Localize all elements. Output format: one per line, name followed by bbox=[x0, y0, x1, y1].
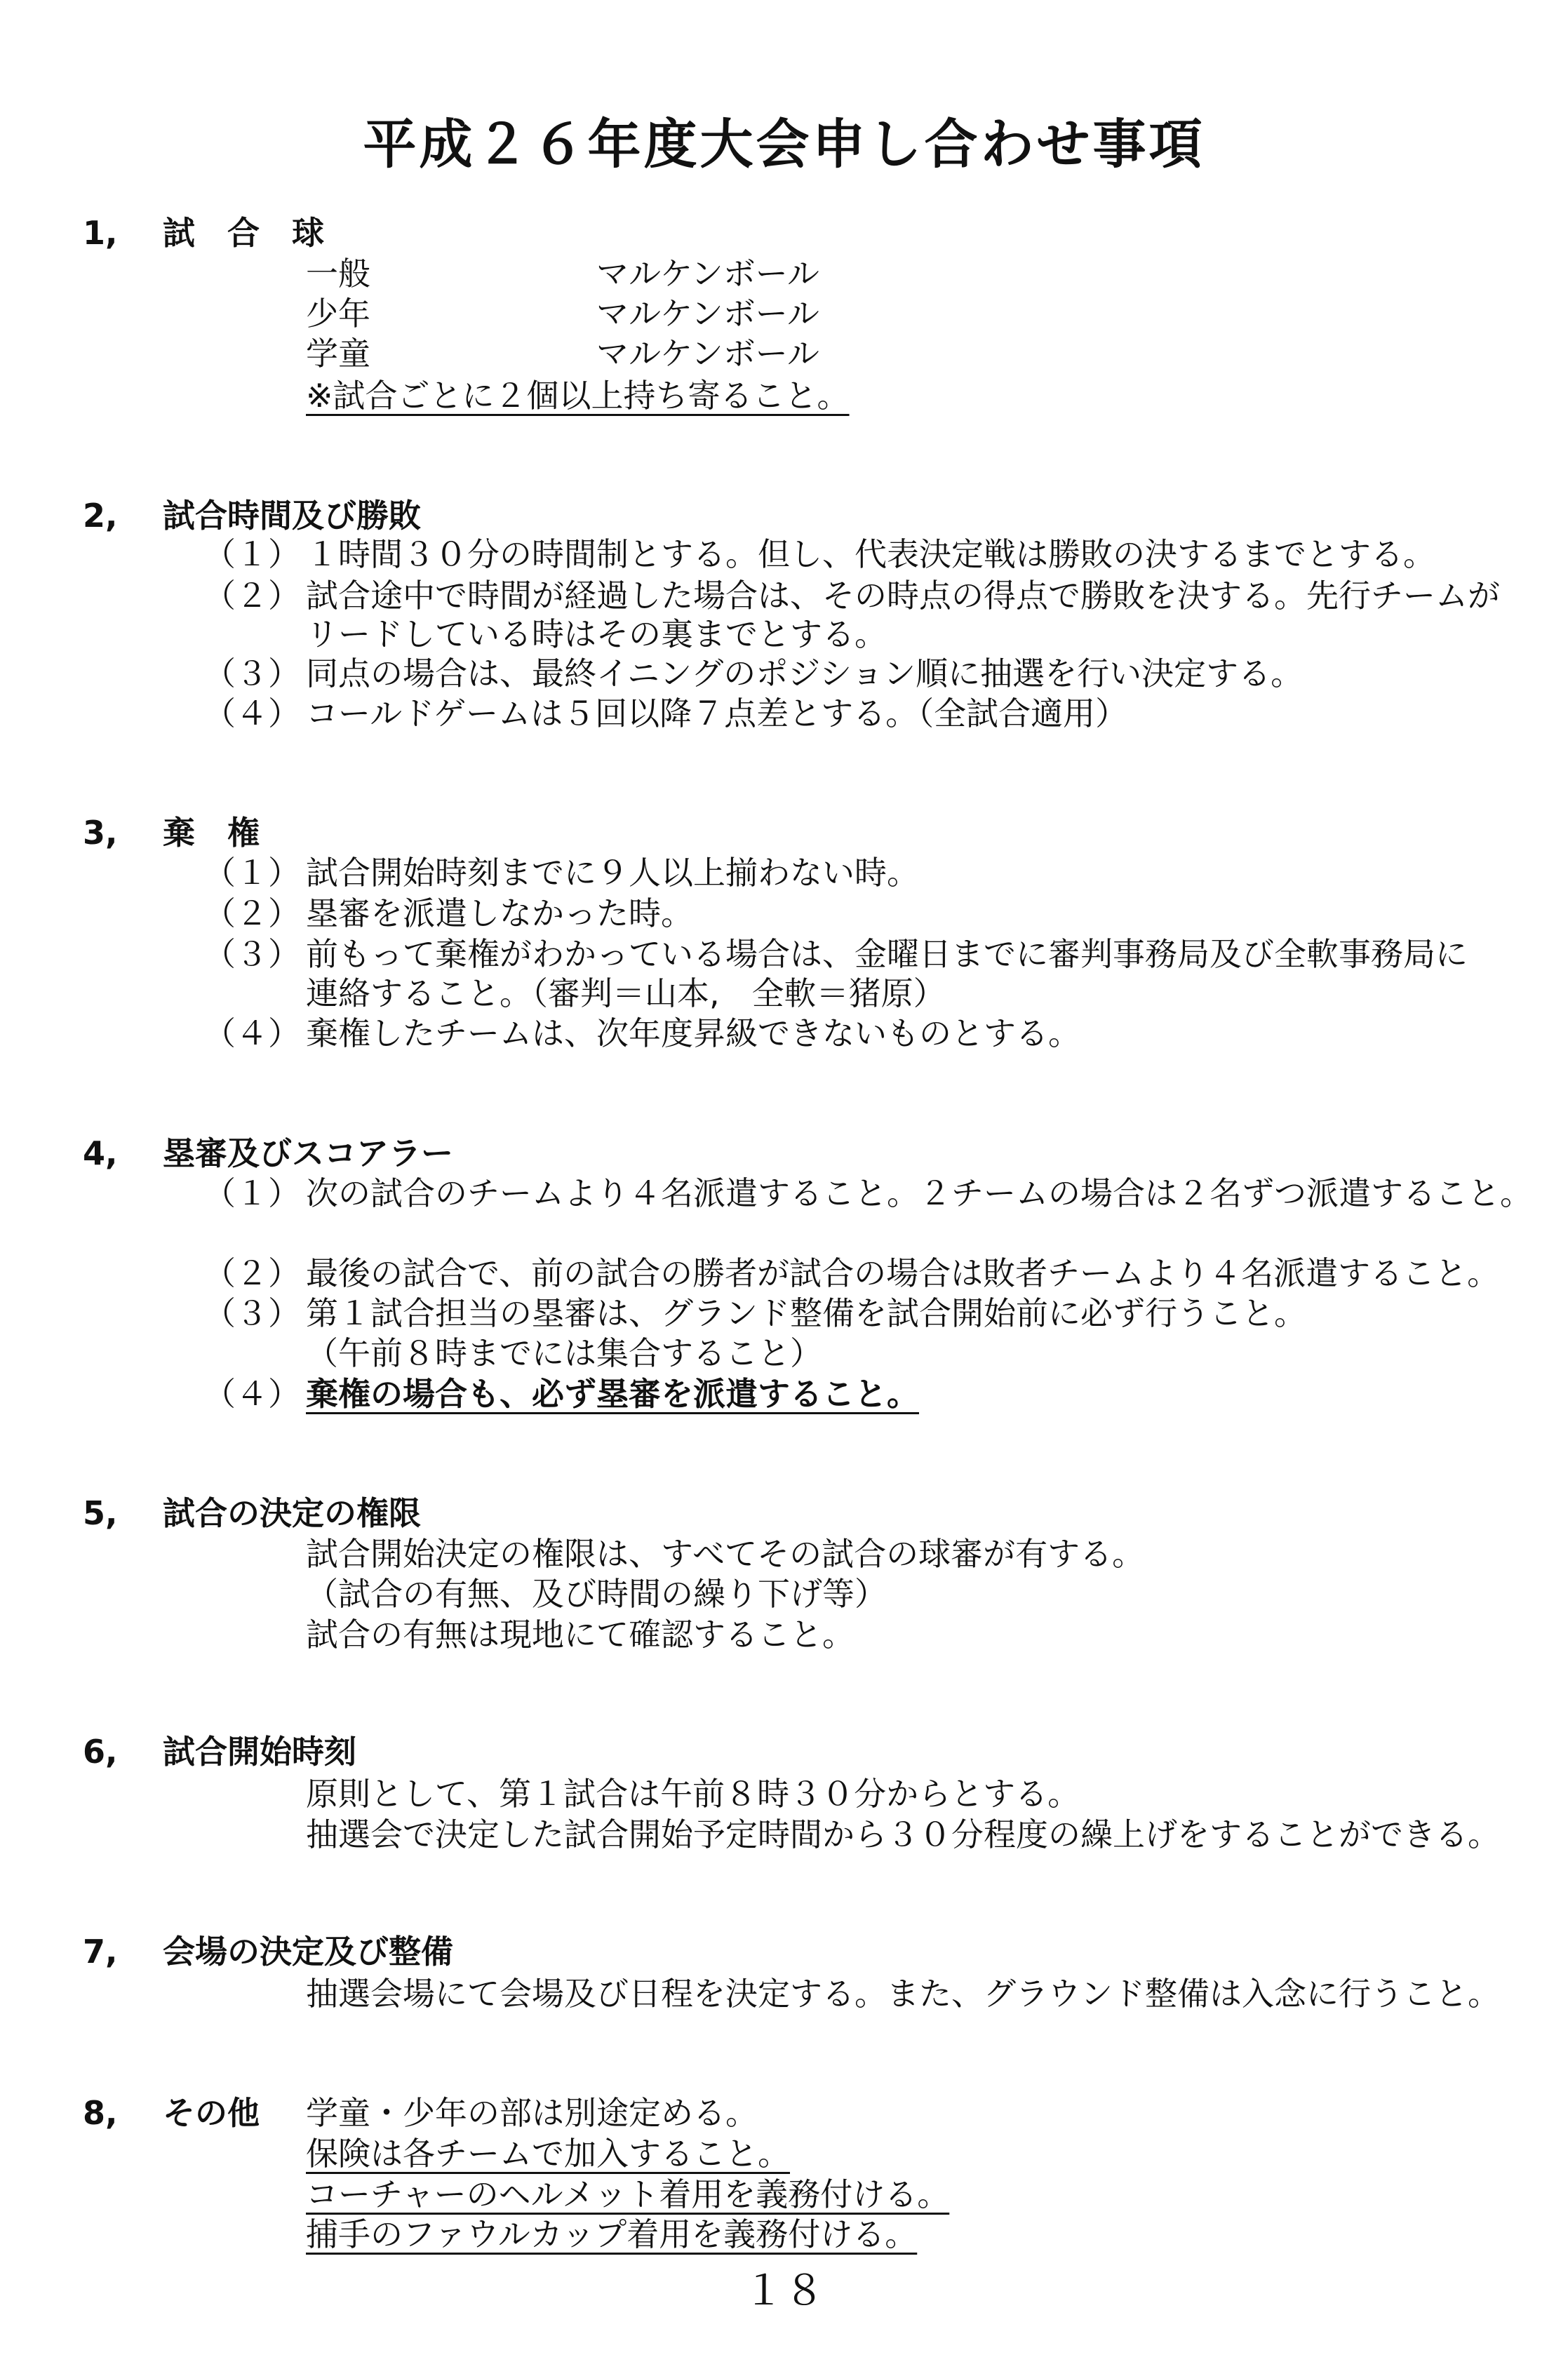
item-text: 第１試合担当の塁審は、グランド整備を試合開始前に必ず行うこと。 bbox=[306, 1294, 1306, 1332]
section-heading: 試合の決定の権限 bbox=[163, 1494, 421, 1532]
item-text: 試合開始時刻までに９人以上揃わない時。 bbox=[306, 854, 919, 892]
section-number: 3, bbox=[83, 814, 118, 852]
page-title: 平成２６年度大会申し合わせ事項 bbox=[363, 113, 1205, 175]
body-text: 試合の有無は現地にて確認すること。 bbox=[306, 1616, 855, 1653]
item-label: （２） bbox=[203, 894, 300, 932]
item-label: （３） bbox=[203, 655, 300, 692]
body-text: 学童・少年の部は別途定める。 bbox=[306, 2094, 758, 2132]
item-label: （２） bbox=[203, 1254, 300, 1292]
section-heading: 棄 権 bbox=[163, 814, 260, 852]
ball-category: 一般 bbox=[306, 255, 370, 293]
section-number: 7, bbox=[83, 1933, 118, 1971]
body-text: 試合開始決定の権限は、すべてその試合の球審が有する。 bbox=[306, 1535, 1145, 1573]
page-number: １８ bbox=[743, 2267, 825, 2314]
item-label: （１） bbox=[203, 535, 300, 573]
item-label: （１） bbox=[203, 854, 300, 892]
body-text: 捕手のファウルカップ着用を義務付ける。 bbox=[306, 2215, 918, 2253]
item-text: 棄権したチームは、次年度昇級できないものとする。 bbox=[306, 1014, 1080, 1052]
body-text: コーチャーのヘルメット着用を義務付ける。 bbox=[306, 2175, 950, 2213]
item-label: （４） bbox=[203, 1014, 300, 1052]
section-number: 2, bbox=[83, 497, 118, 535]
item-text: 試合途中で時間が経過した場合は、その時点の得点で勝敗を決する。先行チームが bbox=[306, 577, 1500, 615]
item-text: 棄権の場合も、必ず塁審を派遣すること。 bbox=[306, 1375, 919, 1413]
section-heading: 試合開始時刻 bbox=[163, 1733, 356, 1771]
item-text: （午前８時までには集合すること） bbox=[306, 1334, 822, 1372]
item-label: （３） bbox=[203, 935, 300, 973]
item-text: 塁審を派遣しなかった時。 bbox=[306, 894, 693, 932]
item-label: （４） bbox=[203, 1375, 300, 1413]
section-number: 5, bbox=[83, 1494, 118, 1532]
section-heading: 塁審及びスコアラー bbox=[163, 1134, 453, 1172]
section-heading: 試 合 球 bbox=[163, 214, 324, 252]
body-text: 原則として、第１試合は午前８時３０分からとする。 bbox=[306, 1775, 1080, 1813]
section-number: 4, bbox=[83, 1134, 118, 1172]
body-text: 抽選会場にて会場及び日程を決定する。また、グラウンド整備は入念に行うこと。 bbox=[306, 1975, 1500, 2013]
item-label: （３） bbox=[203, 1294, 300, 1332]
section-heading: 試合時間及び勝敗 bbox=[163, 497, 421, 535]
section-number: 1, bbox=[83, 214, 118, 252]
item-text: １時間３０分の時間制とする。但し、代表決定戦は勝敗の決するまでとする。 bbox=[306, 535, 1435, 573]
ball-category: 少年 bbox=[306, 295, 370, 333]
item-text: コールドゲームは５回以降７点差とする。（全試合適用） bbox=[306, 694, 1128, 732]
item-text: 連絡すること。（審判＝山本, 全軟＝猪原） bbox=[306, 974, 946, 1012]
item-label: （２） bbox=[203, 577, 300, 615]
ball-category: 学童 bbox=[306, 335, 370, 373]
item-text: 同点の場合は、最終イニングのポジション順に抽選を行い決定する。 bbox=[306, 655, 1304, 692]
body-text: 抽選会で決定した試合開始予定時間から３０分程度の繰上げをすることができる。 bbox=[306, 1816, 1500, 1853]
section-heading: 会場の決定及び整備 bbox=[163, 1933, 453, 1971]
body-text: 保険は各チームで加入すること。 bbox=[306, 2135, 790, 2173]
section-number: 6, bbox=[83, 1733, 118, 1771]
item-text: リードしている時はその裏までとする。 bbox=[306, 615, 887, 653]
item-text: 最後の試合で、前の試合の勝者が試合の場合は敗者チームより４名派遣すること。 bbox=[306, 1254, 1500, 1292]
section-number: 8, bbox=[83, 2094, 118, 2132]
section-heading: その他 bbox=[163, 2094, 260, 2132]
item-text: 前もって棄権がわかっている場合は、金曜日までに審判事務局及び全軟事務局に bbox=[306, 935, 1468, 973]
ball-note: ※試合ごとに２個以上持ち寄ること。 bbox=[306, 377, 850, 415]
item-text: 次の試合のチームより４名派遣すること。２チームの場合は２名ずつ派遣すること。 bbox=[306, 1174, 1532, 1212]
ball-brand: マルケンボール bbox=[596, 295, 819, 333]
body-text: （試合の有無、及び時間の繰り下げ等） bbox=[306, 1575, 887, 1613]
item-label: （４） bbox=[203, 694, 300, 732]
item-label: （１） bbox=[203, 1174, 300, 1212]
ball-brand: マルケンボール bbox=[596, 255, 819, 293]
ball-brand: マルケンボール bbox=[596, 335, 819, 373]
